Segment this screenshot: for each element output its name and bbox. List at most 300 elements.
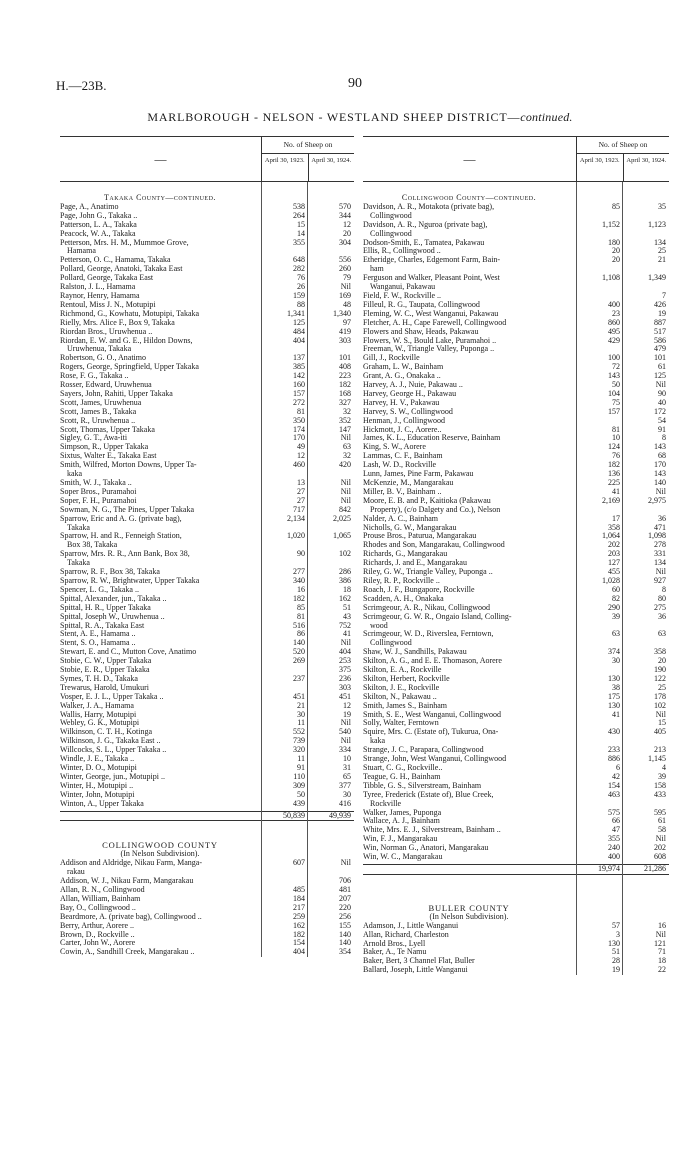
sheep-1923: 1,341 [287,308,305,318]
owner-name [363,865,577,874]
table-row [363,782,669,791]
sheep-1923: 60 [612,584,620,594]
owner-name: Smith, James S., Bainham [363,701,447,710]
sheep-1923: 404 [293,335,305,345]
sheep-1924: 608 [654,852,666,862]
spacer [60,182,354,191]
owner-name: Grant, A. G., Onakaka .. [363,372,441,381]
table-row-continuation [60,470,354,479]
owner-name: Carter, John W., Aorere [60,939,136,948]
sheep-1923: 404 [293,947,305,957]
col-1923-header: April 30, 1923. [262,154,309,181]
table-row [60,604,354,613]
table-row [60,497,354,506]
sheep-1924: 556 [339,255,351,265]
owner-name: Graham, L. W., Bainham [363,363,444,372]
sheep-1924: 102 [654,700,666,710]
sheep-1924: 71 [658,947,666,957]
table-row [60,895,354,904]
sheep-1923: 717 [293,504,305,514]
sheep-1924: 48 [343,299,351,309]
col-1924-header: April 30, 1924. [626,157,667,164]
sheep-1923: 49 [297,442,305,452]
table-row-continuation [60,868,354,877]
table-row [60,310,354,319]
table-row [60,381,354,390]
owner-name: Bay, O., Collingwood .. [60,903,136,912]
owner-name: Sparrow, H. and R., Fenneigh Station, [60,532,182,541]
sheep-1923: 1,108 [602,273,620,283]
sheep-1923: 38 [612,682,620,692]
sheep-1923: 81 [297,611,305,621]
sheep-1923: 130 [608,938,620,948]
table-row [363,426,669,435]
owner-name: Ballard, Joseph, Little Wanganui [363,966,468,975]
owner-name: Etheridge, Charles, Edgemont Farm, Bain- [363,256,501,265]
owner-name: Beardmore, A. (private bag), Collingwood .. [60,912,202,921]
table-row [363,515,669,524]
owner-name: Scrimgeour, A. R., Nikau, Collingwood [363,603,491,612]
table-row [363,604,669,613]
sheep-1923: 739 [293,736,305,746]
owner-name: wood [370,621,388,630]
owner-name: BULLER COUNTY [428,903,510,913]
sheep-1923: 81 [297,406,305,416]
sheep-1924: Nil [655,486,666,496]
owner-name: Spittal, R. A., Takaka East [60,621,145,630]
sheep-1923: 50 [612,380,620,390]
sheep-1923: 429 [608,335,620,345]
table-row-continuation [363,506,669,515]
owner-name: Flowers, W. S., Bould Lake, Puramahoi .. [363,336,497,345]
sheep-1924: 334 [339,745,351,755]
sheep-1923: 1,064 [602,531,620,541]
sheep-1924: 101 [339,353,351,363]
table-row [60,586,354,595]
sheep-1924: 39 [658,771,666,781]
table-row [60,434,354,443]
sheep-1923: 13 [297,478,305,487]
table-row [60,479,354,488]
table-row [363,239,669,248]
table-row [363,568,669,577]
owner-name: Pollard, George, Takaka East [60,274,154,283]
owner-name: Stent, S. O., Hamama .. [60,639,136,648]
sheep-1923: 463 [608,789,620,799]
owner-name: Trewarus, Harold, Umukuri [60,683,150,692]
owner-name: Willcocks, S. L., Upper Takaka .. [60,746,167,755]
table-row [60,568,354,577]
section-subheading [363,913,669,922]
owner-name: Gill, J., Rockville [363,354,420,363]
sheep-1923: 20 [612,255,620,265]
sheep-1924: 220 [339,902,351,912]
owner-name: COLLINGWOOD COUNTY [102,841,218,851]
owner-name: Takaka [67,559,90,568]
owner-name: Rogers, George, Springfield, Upper Takaka [60,363,199,372]
table-row [363,853,669,862]
table-row [363,684,669,693]
spacer [363,877,669,886]
owner-name: Rentoul, Miss J. N., Motupipi [60,300,156,309]
table-row [363,940,669,949]
table-row [60,417,354,426]
sheep-1923: 264 [293,210,305,220]
sheep-1924: 63 [658,629,666,639]
sheep-1923: 1,152 [602,219,620,229]
owner-name: Adamson, J., Little Wanganui [363,921,459,930]
table-row [363,292,669,301]
owner-name: Allan, R. N., Collingwood [60,885,145,894]
table-row [363,221,669,230]
owner-name: Sowman, N. G., The Pines, Upper Takaka [60,505,195,514]
table-body [363,182,669,975]
sheep-1924: 1,098 [648,531,666,541]
sheep-1923: 86 [297,629,305,639]
sheep-1924: 1,145 [648,754,666,764]
table-row [363,791,669,800]
sheep-1923 [577,283,623,292]
sheep-1924: 30 [343,789,351,799]
sheep-1924: 354 [339,947,351,957]
owner-name: Box 38, Takaka [67,541,118,550]
sheep-1924: 32 [343,406,351,416]
owner-name: Uruwhenua, Takaka [67,345,132,354]
sheep-1923: 57 [612,920,620,930]
sheep-1924: 158 [654,780,666,790]
sheep-1923: 6 [616,763,620,772]
owner-name: (In Nelson Subdivision). [120,850,200,859]
owner-name: Wilkinson, J. G., Takaka East .. [60,737,161,746]
table-row [60,639,354,648]
sheep-1923: 20 [612,246,620,256]
table-row [363,256,669,265]
table-row [363,408,669,417]
owner-name: Winter, John, Motupipi [60,790,135,799]
table-row [60,328,354,337]
table-row [60,337,354,346]
sheep-1923: 385 [293,362,305,372]
sheep-1923: 202 [608,540,620,550]
section-heading [60,191,354,203]
sheep-1923: 39 [612,611,620,621]
sheep-1924: 842 [339,504,351,514]
owner-name: McKenzie, M., Mangarakau [363,479,454,487]
sheep-1924: 25 [658,246,666,256]
owner-name: Win, F. J., Mangarakau [363,835,438,844]
sheep-1924: 140 [339,929,351,939]
sheep-1924: Nil [655,834,666,844]
table-row [363,247,669,256]
sheep-1923: 127 [608,558,620,568]
table-row [363,666,669,675]
owner-name: Stobie, C. W., Upper Takaka [60,657,152,666]
owner-name: Allan, William, Bainham [60,894,141,903]
table-row [363,497,669,506]
sheep-1923: 88 [297,299,305,309]
owner-name: Win, W. C., Mangarakau [363,853,443,862]
spacer [60,823,354,832]
sheep-1924: 162 [339,593,351,603]
owner-name: Simpson, R., Upper Takaka [60,443,149,452]
sheep-1923 [262,841,308,850]
owner-name: Scrimgeour, W. D., Riverslea, Ferntown, [363,630,494,639]
sheep-1923: 217 [293,902,305,912]
table-row [60,764,354,773]
sheep-1923: 17 [612,513,620,523]
sheep-1923: 484 [293,326,305,336]
sheep-1924: 223 [339,371,351,381]
sheep-1924: 19 [343,709,351,719]
owner-name: Davidson, A. R., Motakota (private bag), [363,202,495,211]
owner-name: Shaw, W. J., Sandhills, Pakawau [363,648,467,657]
sheep-1924: Nil [340,282,351,292]
owner-name: Henman, J., Collingwood [363,416,445,425]
sheep-1924: 41 [343,629,351,639]
sheep-1923: 142 [293,371,305,381]
owner-name: Petterson, Mrs. H. M., Mummoe Grove, [60,238,189,247]
table-row [60,737,354,746]
table-row [363,586,669,595]
sheep-1923: 27 [297,495,305,505]
sheep-1924: 12 [343,700,351,710]
sheep-1923: 170 [293,433,305,443]
sheep-1924: 79 [343,273,351,283]
owner-name: Davidson, A. R., Nguroa (private bag), [363,220,488,229]
sheep-1923: 269 [293,656,305,666]
sheep-1924: Nil [340,718,351,728]
sheep-1924: 540 [339,727,351,737]
owner-name: King, S. W., Aorere [363,443,426,452]
column-rule [261,182,262,957]
sheep-1924: 213 [654,745,666,755]
table-row [60,230,354,239]
table-row [60,693,354,702]
sheep-1924: 8 [662,584,666,594]
sheep-1924: 375 [339,665,351,675]
sheep-1924: 18 [343,584,351,594]
sheep-1923: 290 [608,602,620,612]
sheep-1924: 63 [343,442,351,452]
sheep-1924: 140 [339,938,351,948]
table-row [363,844,669,853]
sheep-1923: 140 [293,638,305,648]
owner-name: Tyree, Frederick (Estate of), Blue Creek, [363,790,494,799]
owner-name: Wilkinson, C. T. H., Kotinga [60,728,153,737]
sheep-1924: 2,975 [648,495,666,505]
table-row [363,319,669,328]
sheep-1924: 327 [339,397,351,407]
sheep-1923: 100 [608,353,620,363]
sheep-1923: 240 [608,843,620,853]
owner-name: Addison and Aldridge, Nikau Farm, Manga- [60,859,202,868]
sheep-1923: 233 [608,745,620,755]
sheep-1924: 352 [339,415,351,425]
sheep-1923: 495 [608,326,620,336]
owner-name: Sigley, G. T., Awa-iti [60,434,128,443]
sheep-1923: 90 [297,549,305,559]
table-row [60,782,354,791]
owner-name: Berry, Arthur, Aorere .. [60,921,135,930]
sheep-1923: 159 [293,290,305,300]
sheep-1924: 16 [658,920,666,930]
sheep-1923: 11 [297,718,305,728]
table-row-continuation [363,737,669,746]
sheep-1924: 256 [339,911,351,921]
table-row [60,791,354,800]
total-row [60,811,354,822]
sheep-1923: 130 [608,700,620,710]
owner-name: Scott, James B., Takaka [60,407,137,416]
owner-name: Skilton, A. G., and E. E. Thomason, Aorere [363,657,502,666]
owner-name: Richmond, G., Kowhatu, Motupipi, Takaka [60,309,200,318]
owner-name: Collingwood [370,639,412,648]
owner-name: White, Mrs. E. J., Silverstream, Bainham .. [363,826,501,835]
sheep-1924: 32 [343,451,351,461]
sheep-1924: Nil [340,736,351,746]
sheep-1924: 433 [654,789,666,799]
table-row [363,310,669,319]
sheep-1924: 90 [658,388,666,398]
name-column-header: — [363,137,577,181]
sheep-1923: 50,839 [283,810,305,820]
sheep-1923: 157 [293,388,305,398]
sheep-1923: 174 [293,424,305,434]
owner-name: Symes, T. H. D., Takaka [60,674,138,683]
owner-name: Richards, J. and E., Mangarakau [363,559,467,568]
owner-name: Sayers, John, Rahiti, Upper Takaka [60,389,173,398]
table-row [60,613,354,622]
table-row [60,859,354,868]
owner-name: Scadden, A. H., Onakaka [363,594,444,603]
table-row [363,372,669,381]
owner-name: Smith, W. J., Takaka .. [60,479,132,487]
owner-name: Stent, A. E., Hamama .. [60,630,136,639]
table-row [363,711,669,720]
owner-name: Flowers and Shaw, Heads, Pakawau [363,327,479,336]
sheep-1924: Nil [655,929,666,939]
owner-name: Rose, F. G., Takaka .. [60,372,129,381]
sheep-1923: 30 [297,709,305,719]
sheep-1924: 202 [654,843,666,853]
table-row [60,728,354,737]
sheep-1924: 344 [339,210,351,220]
sheep-1923: 75 [612,397,620,407]
owner-name: Ferguson and Walker, Pleasant Point, West [363,274,500,283]
owner-name: Skilton, J. E., Rockville [363,683,440,692]
owner-name: Collingwood County—continued. [401,193,537,202]
table-row [60,904,354,913]
owner-name: Nalder, A. C., Bainham [363,514,438,523]
owner-name: Lunn, James, Pine Farm, Pakawau [363,470,474,479]
sheep-1923 [577,904,623,913]
sheep-1924: 25 [658,682,666,692]
sheep-1924: 125 [654,371,666,381]
sheep-1923: 485 [293,884,305,894]
owner-name: Scott, R., Uruwhenua .. [60,416,136,425]
sheep-1924: 102 [339,549,351,559]
table-row [60,443,354,452]
owner-name: Winter, George, jun., Motupipi .. [60,772,165,781]
table-row-continuation [363,230,669,239]
sheep-1923: 162 [293,920,305,930]
table-row-continuation [60,247,354,256]
owner-name: Spittal, Joseph W., Uruwhenua .. [60,612,165,621]
sheep-1923: 886 [608,754,620,764]
owner-name: Harvey, S. W., Collingwood [363,407,453,416]
sheep-1923: 42 [612,771,620,781]
sheep-1923: 63 [612,629,620,639]
owner-name: Fleming, W. C., West Wanganui, Pakawau [363,309,499,318]
sheep-1923: 91 [297,763,305,772]
table-row [60,203,354,212]
owner-name: Rielly, Mrs. Alice F., Box 9, Takaka [60,318,175,327]
owner-name: Riley, R. P., Rockville .. [363,576,440,585]
table-row [363,345,669,354]
sheep-1924: 1,349 [648,273,666,283]
owner-name: Wallis, Harry, Motupipi [60,710,137,719]
table-row [363,675,669,684]
sheep-1923: 72 [612,362,620,372]
sheep-1923: 12 [297,451,305,461]
sheep-1924: 43 [343,611,351,621]
sheep-1924: 416 [339,798,351,808]
table-row-continuation [363,800,669,809]
section-heading [60,841,354,850]
sheep-1923: 516 [293,620,305,630]
owner-name: Lash, W. D., Rockville [363,461,437,470]
sheep-1923: 143 [608,371,620,381]
sheep-1923: 19 [612,965,620,975]
owner-name: (In Nelson Subdivision). [429,912,509,921]
owner-name: Ellis, R., Collingwood .. [363,247,441,256]
table-row [363,755,669,764]
owner-name: Harvey, George H., Pakawau [363,389,457,398]
sheep-1924: 304 [339,237,351,247]
table-row [363,559,669,568]
sheep-1924 [623,904,669,913]
owner-name [60,812,262,821]
owner-name: kaka [370,737,386,746]
owner-name: Sparrow, R. F., Box 38, Takaka [60,568,160,577]
sheep-1923: 648 [293,255,305,265]
sheep-1924: 426 [654,299,666,309]
sheep-1923: 50 [297,789,305,799]
sheep-1923: 520 [293,647,305,657]
table-row-continuation [60,345,354,354]
sheep-1924: 97 [343,317,351,327]
table-row-continuation [363,265,669,274]
sheep-1923: 607 [293,858,305,868]
sheep-1923: 272 [293,397,305,407]
owner-name: Harvey, A. J., Nuie, Pakawau .. [363,381,463,390]
sheep-1923: 23 [612,308,620,318]
table-row [363,826,669,835]
sheep-1924: 517 [654,326,666,336]
owner-name: Nicholls, G. W., Mangarakau [363,523,457,532]
sheep-1924: 358 [654,647,666,657]
sheep-1923: 538 [293,201,305,211]
sheep-1923: 374 [608,647,620,657]
owner-name: Allan, Richard, Charleston [363,930,449,939]
sheep-1923: 175 [608,691,620,701]
table-row [363,577,669,586]
owner-name: Strange, J. C., Parapara, Collingwood [363,746,484,755]
owner-name: Page, A., Anatimo [60,202,119,211]
owner-name: Takaka County—continued. [104,193,216,202]
owner-name: Win, Norman G., Anatori, Mangarakau [363,844,489,853]
owner-name: Soper, F. H., Puramahoi [60,496,137,505]
